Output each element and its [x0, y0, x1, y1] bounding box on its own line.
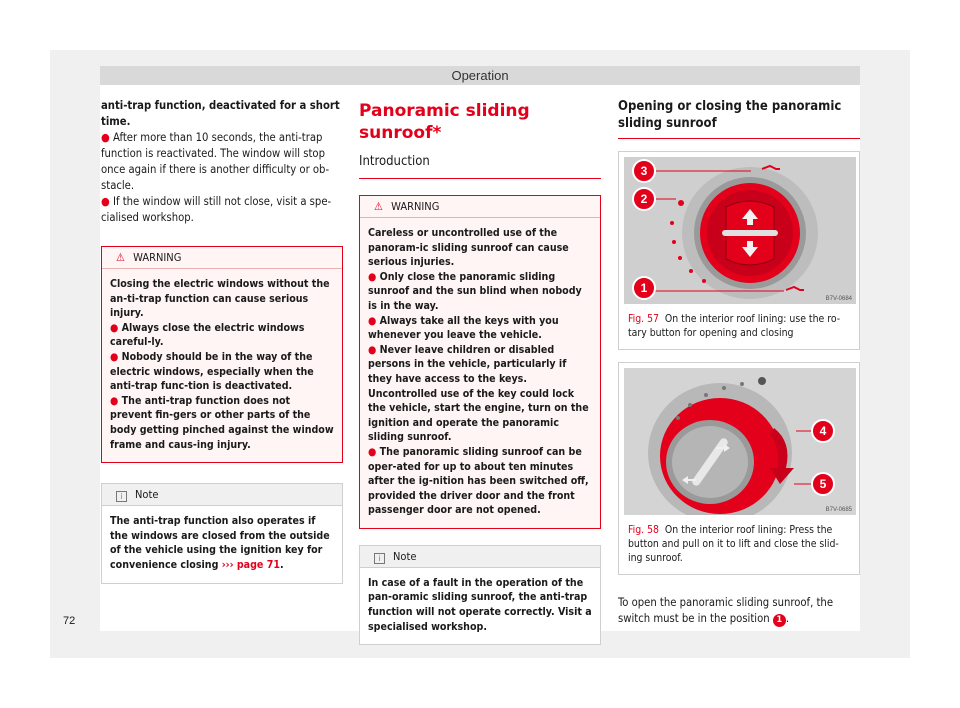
warning-title: WARNING	[391, 200, 440, 213]
info-icon: i	[116, 491, 127, 502]
callout-1: 1	[640, 281, 648, 295]
note-header	[102, 484, 342, 506]
section-title: Panoramic sliding sunroof*	[359, 101, 530, 143]
warning-item-text: Only close the panoramic sliding sunroof and the sun blind when nobody is in the way.	[368, 270, 582, 312]
body-paragraph	[618, 595, 860, 627]
warning-item	[368, 270, 592, 314]
warning-icon: ⚠	[374, 200, 383, 213]
warning-item	[368, 343, 592, 445]
header-title: Operation	[451, 68, 509, 83]
section-title: Opening or closing the panoramic sliding sunroof	[618, 98, 860, 139]
warning-item-text: The panoramic sliding sunroof can be oper-ated for up to about ten minutes after the ig-nition has been switched off, provided the driver door and the front passenger door are not opened.	[368, 445, 589, 517]
bullet-item	[101, 130, 343, 194]
warning-header	[102, 247, 342, 269]
warning-item-text: The anti-trap function does not prevent fin-gers or other parts of the body getting pinched against the window frame and caus-ing injury.	[110, 394, 334, 451]
figure-label: Fig. 57	[628, 313, 659, 325]
warning-header	[360, 196, 600, 218]
warning-box	[101, 246, 343, 463]
bullet-item	[101, 194, 343, 226]
column-2	[359, 100, 601, 645]
warning-item	[368, 314, 592, 343]
callout-3: 3	[640, 164, 648, 178]
paragraph-text: To open the panoramic sliding sunroof, the switch must be in the position	[618, 596, 834, 625]
figure-label: Fig. 58	[628, 524, 659, 536]
figure-58	[618, 362, 860, 575]
column-3	[618, 98, 860, 627]
note-header	[360, 546, 600, 568]
callout-5: 5	[819, 477, 827, 491]
bullet-marker: ●	[110, 321, 119, 334]
figure-code: B7V-0685	[825, 507, 852, 513]
figure-code: B7V-0684	[825, 296, 852, 302]
link-arrow: ›››	[221, 558, 234, 571]
knob-press-illustration	[624, 368, 856, 515]
warning-intro: Closing the electric windows without the an-ti-trap function can cause serious injury.	[110, 278, 330, 320]
link-text: page 71	[236, 558, 280, 571]
callout-4: 4	[819, 424, 827, 438]
bullet-marker: ●	[368, 314, 377, 327]
warning-item-text: Never leave children or disabled persons in the vehicle, particularly if they have access to the keys. Uncontrolled use of the key could lock the vehicle, start the engine, turn on the ignition and operate the panoramic sliding sunroof.	[368, 343, 589, 444]
figure-caption	[624, 515, 854, 569]
warning-box	[359, 195, 601, 529]
note-title: Note	[135, 488, 159, 502]
info-icon: i	[374, 553, 385, 564]
figure-caption-text: On the interior roof lining: Press the button and pull on it to lift and close the slid-ing sunroof.	[628, 524, 839, 564]
figure-image	[624, 157, 856, 304]
figure-caption-text: On the interior roof lining: use the ro-tary button for opening and closing	[628, 313, 841, 339]
bullet-marker: ●	[101, 131, 110, 144]
note-box	[101, 483, 343, 583]
warning-item-text: Nobody should be in the way of the electric windows, especially when the anti-trap func-tion is deactivated.	[110, 350, 314, 393]
bullet-marker: ●	[368, 445, 377, 458]
figure-caption	[624, 304, 854, 344]
position-badge: 1	[773, 614, 786, 627]
callout-2: 2	[640, 192, 648, 206]
note-end: .	[279, 558, 284, 571]
bullet-text: If the window will still not close, visit a spe-cialised workshop.	[101, 195, 332, 224]
page-header	[100, 66, 860, 85]
figure-image	[624, 368, 856, 515]
warning-item	[110, 350, 334, 394]
note-body: In case of a fault in the operation of the pan-oramic sliding sunroof, the anti-trap function will not operate correctly. Visit a specialised workshop.	[368, 576, 592, 633]
note-title: Note	[393, 549, 417, 563]
warning-item	[110, 394, 334, 452]
column-1	[101, 98, 343, 584]
section-subtitle: Introduction	[359, 152, 601, 179]
warning-body	[102, 269, 342, 462]
note-box	[359, 545, 601, 645]
bullet-marker: ●	[368, 343, 377, 356]
warning-item-text: Always take all the keys with you whenever you leave the vehicle.	[368, 314, 559, 342]
bullet-marker: ●	[110, 394, 119, 407]
page-link[interactable]	[222, 559, 280, 571]
figure-57	[618, 151, 860, 350]
warning-icon: ⚠	[116, 251, 125, 264]
warning-item-text: Always close the electric windows careful-ly.	[110, 321, 305, 349]
page-number: 72	[63, 615, 76, 627]
bullet-marker: ●	[368, 270, 377, 283]
warning-body	[360, 218, 600, 528]
warning-title: WARNING	[133, 251, 182, 264]
rotary-knob-illustration	[624, 157, 856, 304]
warning-item	[368, 445, 592, 518]
bullet-marker: ●	[110, 350, 119, 363]
bullet-marker: ●	[101, 195, 110, 208]
continued-paragraph: anti-trap function, deactivated for a short time.	[101, 99, 340, 128]
note-body	[102, 506, 342, 582]
bullet-text: After more than 10 seconds, the anti-trap function is reactivated. The window will stop once again if there is another difficulty or ob-stacle.	[101, 131, 330, 192]
warning-intro: Careless or uncontrolled use of the panoram-ic sliding sunroof can cause serious injuries.	[368, 227, 569, 269]
warning-item	[110, 321, 334, 350]
note-text: The anti-trap function also operates if the windows are closed from the outside of the vehicle using the ignition key for convenience closing	[110, 515, 330, 571]
paragraph-end: .	[785, 612, 790, 625]
